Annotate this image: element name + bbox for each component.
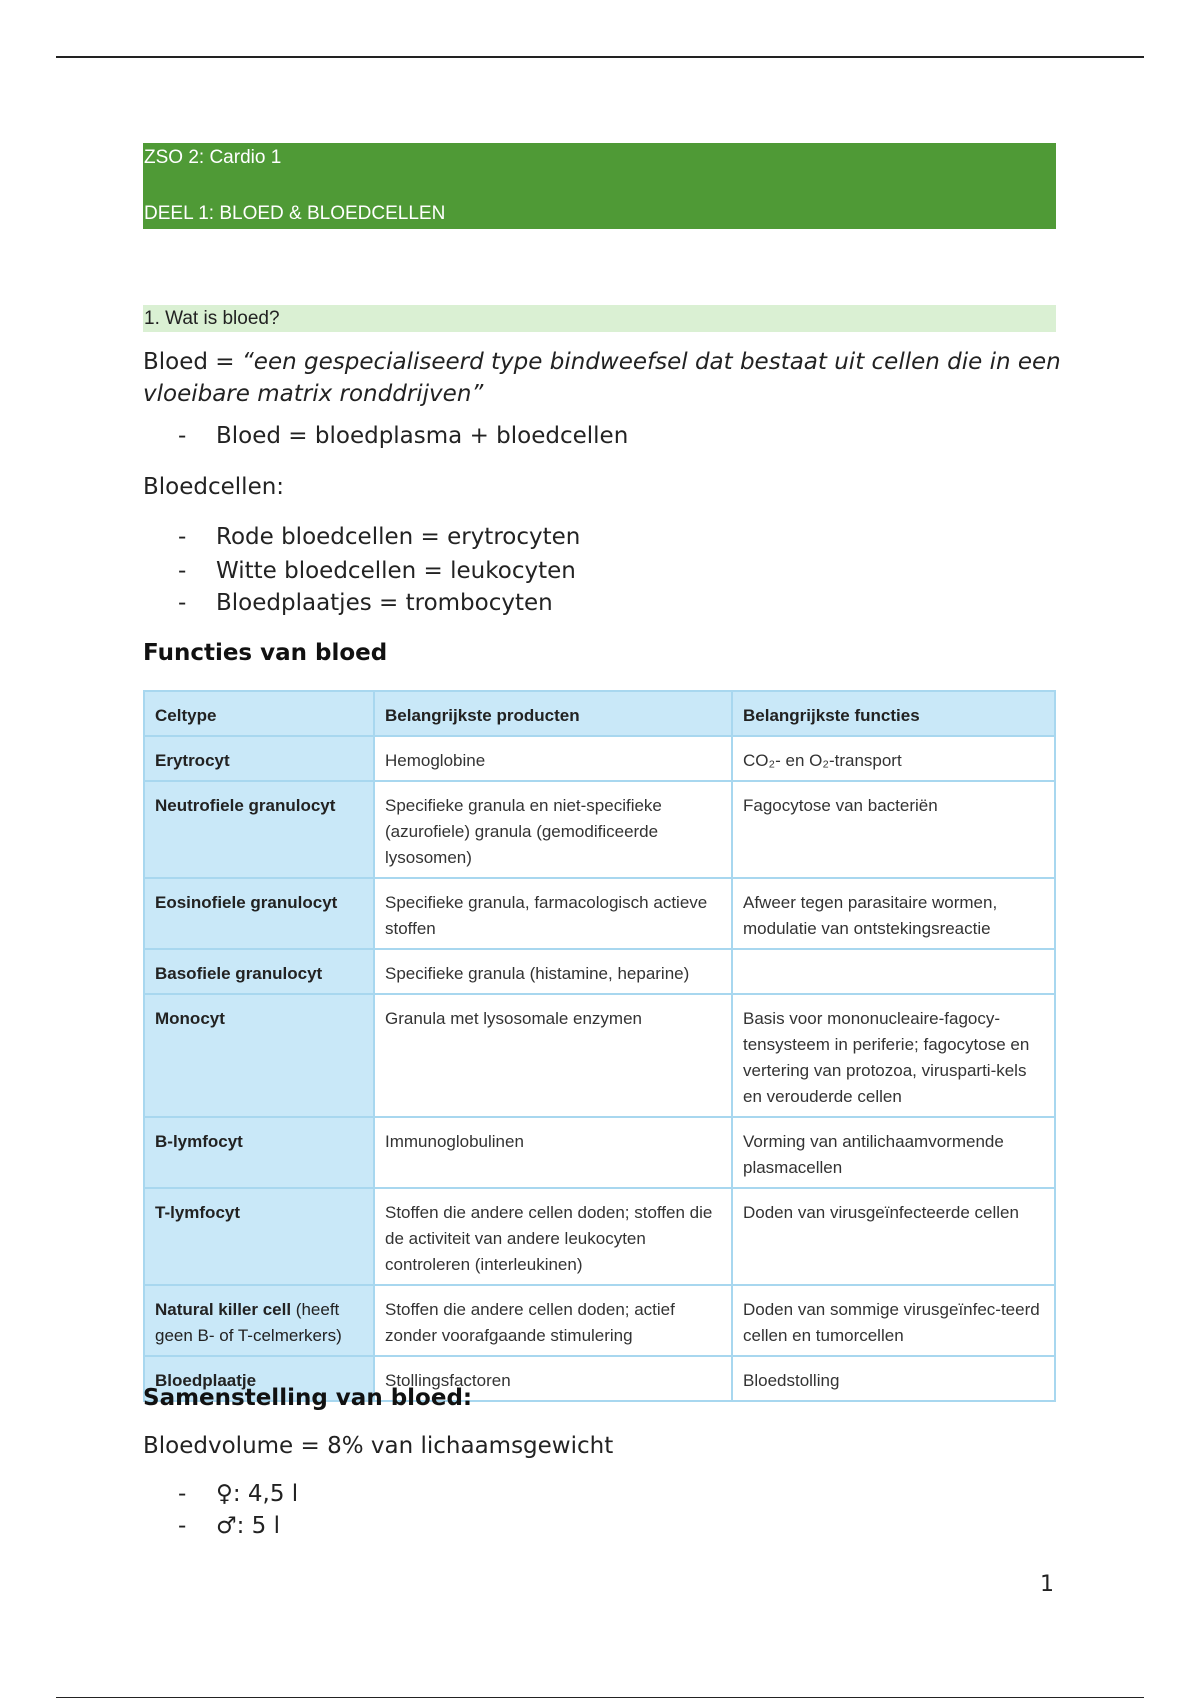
bullet-text-female: ♀: 4,5 l [216, 1481, 299, 1507]
bullet-dash: - [178, 1513, 187, 1539]
cell-products: Specifieke granula (histamine, heparine) [374, 949, 732, 994]
cell-functions: Doden van sommige virusgeïnfec-teerd cellen en tumorcellen [732, 1285, 1055, 1356]
list-item [178, 1481, 298, 1507]
top-rule [56, 56, 1144, 58]
cell-type-name: Bloedplaatje [155, 1371, 257, 1390]
cell-type [144, 736, 374, 781]
table-header-row [144, 691, 1055, 736]
cell-type-name: Eosinofiele granulocyt [155, 893, 338, 912]
cell-type [144, 1188, 374, 1285]
document-subtitle: DEEL 1: BLOED & BLOEDCELLEN [144, 203, 446, 224]
bullet-dash: - [178, 423, 187, 449]
cell-products: Stoffen die andere cellen doden; actief zonder voorafgaande stimulering [374, 1285, 732, 1356]
list-item [178, 423, 628, 449]
cell-type-name: Neutrofiele granulocyt [155, 796, 336, 815]
bottom-rule [56, 1697, 1144, 1698]
cell-type-name: B-lymfocyt [155, 1132, 243, 1151]
cell-functions: Doden van virusgeïnfecteerde cellen [732, 1188, 1055, 1285]
table-row [144, 736, 1055, 781]
cell-functions: Afweer tegen parasitaire wormen, modulatie van ontstekingsreactie [732, 878, 1055, 949]
bullet-dash: - [178, 524, 187, 550]
list-item [178, 558, 576, 584]
table-row [144, 781, 1055, 878]
cell-functions: Basis voor mononucleaire-fagocy-tensysteem in periferie; fagocytose en vertering van protozoa, virusparti-kels en verouderde cellen [732, 994, 1055, 1117]
question-heading [143, 305, 1056, 332]
cell-products: Stollingsfactoren [374, 1356, 732, 1401]
cell-type [144, 949, 374, 994]
bullet-dash: - [178, 558, 187, 584]
cell-products: Immunoglobulinen [374, 1117, 732, 1188]
cell-type [144, 1117, 374, 1188]
bullet-text-male: ♂: 5 l [216, 1513, 281, 1539]
cell-type [144, 1285, 374, 1356]
bullet-dash: - [178, 590, 187, 616]
table-row [144, 1188, 1055, 1285]
cell-type-name: T-lymfocyt [155, 1203, 241, 1222]
cell-functions: Vorming van antilichaamvormende plasmacellen [732, 1117, 1055, 1188]
bullet-dash: - [178, 1481, 187, 1507]
cell-functions [732, 949, 1055, 994]
bullet-text: Bloed = bloedplasma + bloedcellen [216, 423, 629, 449]
blood-volume: Bloedvolume = 8% van lichaamsgewicht [143, 1433, 614, 1459]
table-row [144, 1285, 1055, 1356]
cell-type-name: Basofiele granulocyt [155, 964, 323, 983]
table-row [144, 949, 1055, 994]
table-row [144, 1117, 1055, 1188]
title-banner [143, 143, 1056, 229]
column-header: Belangrijkste producten [374, 691, 732, 736]
column-header: Belangrijkste functies [732, 691, 1055, 736]
cell-type-name: Monocyt [155, 1009, 225, 1028]
cell-products: Granula met lysosomale enzymen [374, 994, 732, 1117]
cell-products: Specifieke granula, farmacologisch actieve stoffen [374, 878, 732, 949]
cell-type-note: (heeft geen B- of T-celmerkers) [155, 1300, 342, 1345]
table-row [144, 878, 1055, 949]
bullet-text: Bloedplaatjes = trombocyten [216, 590, 553, 616]
document-title: ZSO 2: Cardio 1 [144, 147, 282, 168]
list-item [178, 524, 580, 550]
cell-type [144, 994, 374, 1117]
cell-functions: Bloedstolling [732, 1356, 1055, 1401]
column-header: Celtype [144, 691, 374, 736]
definition-prefix: Bloed = [143, 349, 242, 375]
list-item [178, 1513, 280, 1539]
cells-label: Bloedcellen: [143, 474, 285, 500]
cell-type [144, 878, 374, 949]
cell-type-name: Natural killer cell [155, 1300, 292, 1319]
cell-functions: Fagocytose van bacteriën [732, 781, 1055, 878]
list-item [178, 590, 553, 616]
cell-products: Specifieke granula en niet-specifieke (azurofiele) granula (gemodificeerde lysosomen) [374, 781, 732, 878]
bullet-text: Witte bloedcellen = leukocyten [216, 558, 576, 584]
cell-products: Stoffen die andere cellen doden; stoffen die de activiteit van andere leukocyten controleren (interleukinen) [374, 1188, 732, 1285]
question-text: 1. Wat is bloed? [144, 308, 280, 329]
functions-heading: Functies van bloed [143, 640, 388, 666]
page-number: 1 [1040, 1572, 1054, 1597]
cell-type [144, 781, 374, 878]
cell-products: Hemoglobine [374, 736, 732, 781]
blood-cell-table [143, 690, 1056, 1402]
definition-quote: “een gespecialiseerd type bindweefsel dat bestaat uit cellen die in een vloeibare matrix ronddrijven” [143, 349, 1061, 407]
cell-type-name: Erytrocyt [155, 751, 230, 770]
table-row [144, 994, 1055, 1117]
bullet-text: Rode bloedcellen = erytrocyten [216, 524, 581, 550]
cell-functions: CO₂- en O₂-transport [732, 736, 1055, 781]
blood-definition [143, 346, 1073, 410]
composition-heading: Samenstelling van bloed: [143, 1385, 473, 1411]
